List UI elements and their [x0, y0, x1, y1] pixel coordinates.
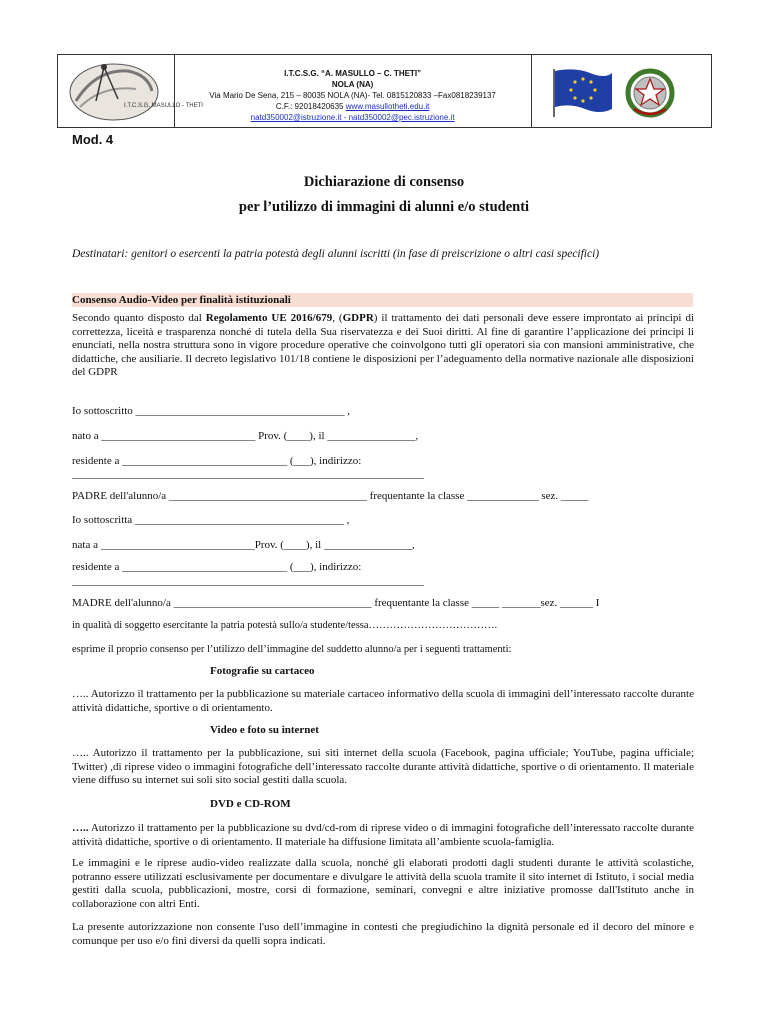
letterhead	[57, 54, 712, 128]
field-father-address[interactable]: ________________________________________________________________	[72, 468, 424, 480]
consent-print-paragraph: ….. Autorizzo il trattamento per la pubblicazione su materiale cartaceo informativo della scuola di immagini dell’interessato raccolte durante attività didattiche, sportive o di orientamento.	[72, 688, 694, 714]
emblems-cell	[532, 55, 711, 127]
eu-flag-icon	[554, 69, 612, 117]
logo-text: I.T.C.S.G. MASULLO - THETI	[124, 103, 203, 109]
field-father-birth[interactable]: nato a ____________________________ Prov. (____), il ________________,	[72, 430, 419, 442]
school-emails-line	[175, 112, 531, 123]
school-info-cell	[175, 55, 532, 127]
field-father-residence[interactable]: residente a ______________________________ (___), indirizzo:	[72, 455, 362, 467]
field-mother-address[interactable]: ________________________________________________________________	[72, 575, 424, 587]
school-cf: C.F.: 92018420635	[275, 102, 344, 111]
module-label: Mod. 4	[72, 132, 114, 147]
consent-dvd-paragraph	[72, 822, 694, 849]
intro-gdpr: GDPR	[342, 312, 374, 324]
school-cf-line	[175, 101, 531, 112]
emblems	[550, 65, 700, 120]
school-city: NOLA (NA)	[331, 80, 374, 89]
field-mother-residence[interactable]: residente a ______________________________ (___), indirizzo:	[72, 561, 362, 573]
consent-internet-paragraph: ….. Autorizzo il trattamento per la pubblicazione, sui siti internet della scuola (Facebook, pagina ufficiale; YouTube, pagina ufficiale; Twitter) ,di riprese video o immagini fotografiche dell’interessato raccolte durante attività didattiche, sportive o di orientamento. Il materiale viene diffuso su internet sui soli sito social gestiti dalla scuola.	[72, 747, 694, 786]
school-website-link[interactable]: www.masullotheti.edu.it	[345, 102, 430, 111]
italian-emblem-icon	[628, 71, 672, 115]
recipients-note: Destinatari: genitori o esercenti la patria potestà degli alunni iscritti (in fase di preiscrizione o altri casi specifici)	[72, 248, 600, 260]
section-heading: Consenso Audio-Video per finalità istituzionali	[72, 293, 693, 307]
field-father-class[interactable]: PADRE dell'alunno/a ____________________________________ frequentante la classe _____________ sez. _____	[72, 490, 589, 502]
field-guardian[interactable]: in qualità di soggetto esercitante la patria potestà sullo/a studente/tessa……………………………….	[72, 620, 498, 631]
limits-paragraph: La presente autorizzazione non consente l'uso dell’immagine in contesti che pregiudichino la dignità personale ed il decoro del minore e comunque per uso e/o fini diversi da quelli sopra indicati.	[72, 921, 694, 947]
subheading-internet: Video e foto su internet	[210, 724, 319, 736]
field-mother-birth[interactable]: nata a ____________________________Prov. (____), il ________________,	[72, 539, 415, 551]
field-mother-name[interactable]: Io sottoscritta ______________________________________ ,	[72, 514, 350, 526]
intro-regulation: Regolamento UE 2016/679	[205, 312, 333, 324]
school-logo-icon	[66, 61, 203, 123]
logo-cell	[58, 55, 203, 127]
intro-text-a: Secondo quanto disposto dal	[72, 312, 206, 324]
intro-text-b: , (	[332, 312, 343, 324]
subheading-dvd: DVD e CD-ROM	[210, 798, 291, 810]
school-email-links[interactable]: natd350002@istruzione.it - natd350002@pec.istruzione.it	[250, 113, 455, 122]
intro-paragraph	[72, 312, 694, 380]
consent-statement: esprime il proprio consenso per l’utilizzo dell’immagine del suddetto alunno/a per i seguenti trattamenti:	[72, 644, 512, 655]
usage-paragraph: Le immagini e le riprese audio-video realizzate dalla scuola, nonché gli elaborati prodotti dagli studenti durante le attività scolastiche, potranno essere utilizzati esclusivamente per documentare e divulgare le attività della scuola tramite il sito internet di Istituto, i social media gestiti dalla scuola, pubblicazioni, mostre, corsi di formazione, seminari, convegni e altre iniziative promosse dall'Istituto anche in collaborazione con altri Enti.	[72, 857, 694, 910]
page-title: Dichiarazione di consenso	[303, 174, 465, 190]
school-address: Via Mario De Sena, 215 – 80035 NOLA (NA)- Tel. 0815120833 –Fax0818239137	[209, 91, 496, 100]
intro-text-c: ) il trattamento dei dati personali deve essere improntato ai principi di correttezza, liceità e trasparenza nonché di tutela della Sua riservatezza e dei Suoi diritti. Al fine di garantire l’applicazione dei principi li enunciati, nella nostra struttura sono in vigore procedure operative che coinvolgono tutti gli operatori sia con mansioni amministrative, che didattiche, che ausiliarie. Il decreto legislativo 101/18 contiene le disposizioni per l’adeguamento della normative nazionale alle disposizioni del GDPR	[72, 312, 694, 378]
consent-dvd-text: Autorizzo il trattamento per la pubblicazione su dvd/cd-rom di riprese video o di immagini fotografiche dell’interessato raccolte durante attività didattiche, sportive o di orientamento. Il materiale ha diffusione limitata all’ambiente scuola-famiglia.	[72, 822, 694, 848]
field-father-name[interactable]: Io sottoscritto ______________________________________ ,	[72, 405, 351, 417]
consent-dvd-dots: …..	[72, 822, 89, 834]
subheading-print: Fotografie su cartaceo	[210, 665, 315, 677]
page-subtitle: per l’utilizzo di immagini di alunni e/o studenti	[238, 199, 530, 215]
field-mother-class[interactable]: MADRE dell'alunno/a ____________________________________ frequentante la classe _____ _______sez. ______ I	[72, 597, 600, 609]
school-name: I.T.C.S.G. “A. MASULLO – C. THETI”	[284, 69, 422, 78]
